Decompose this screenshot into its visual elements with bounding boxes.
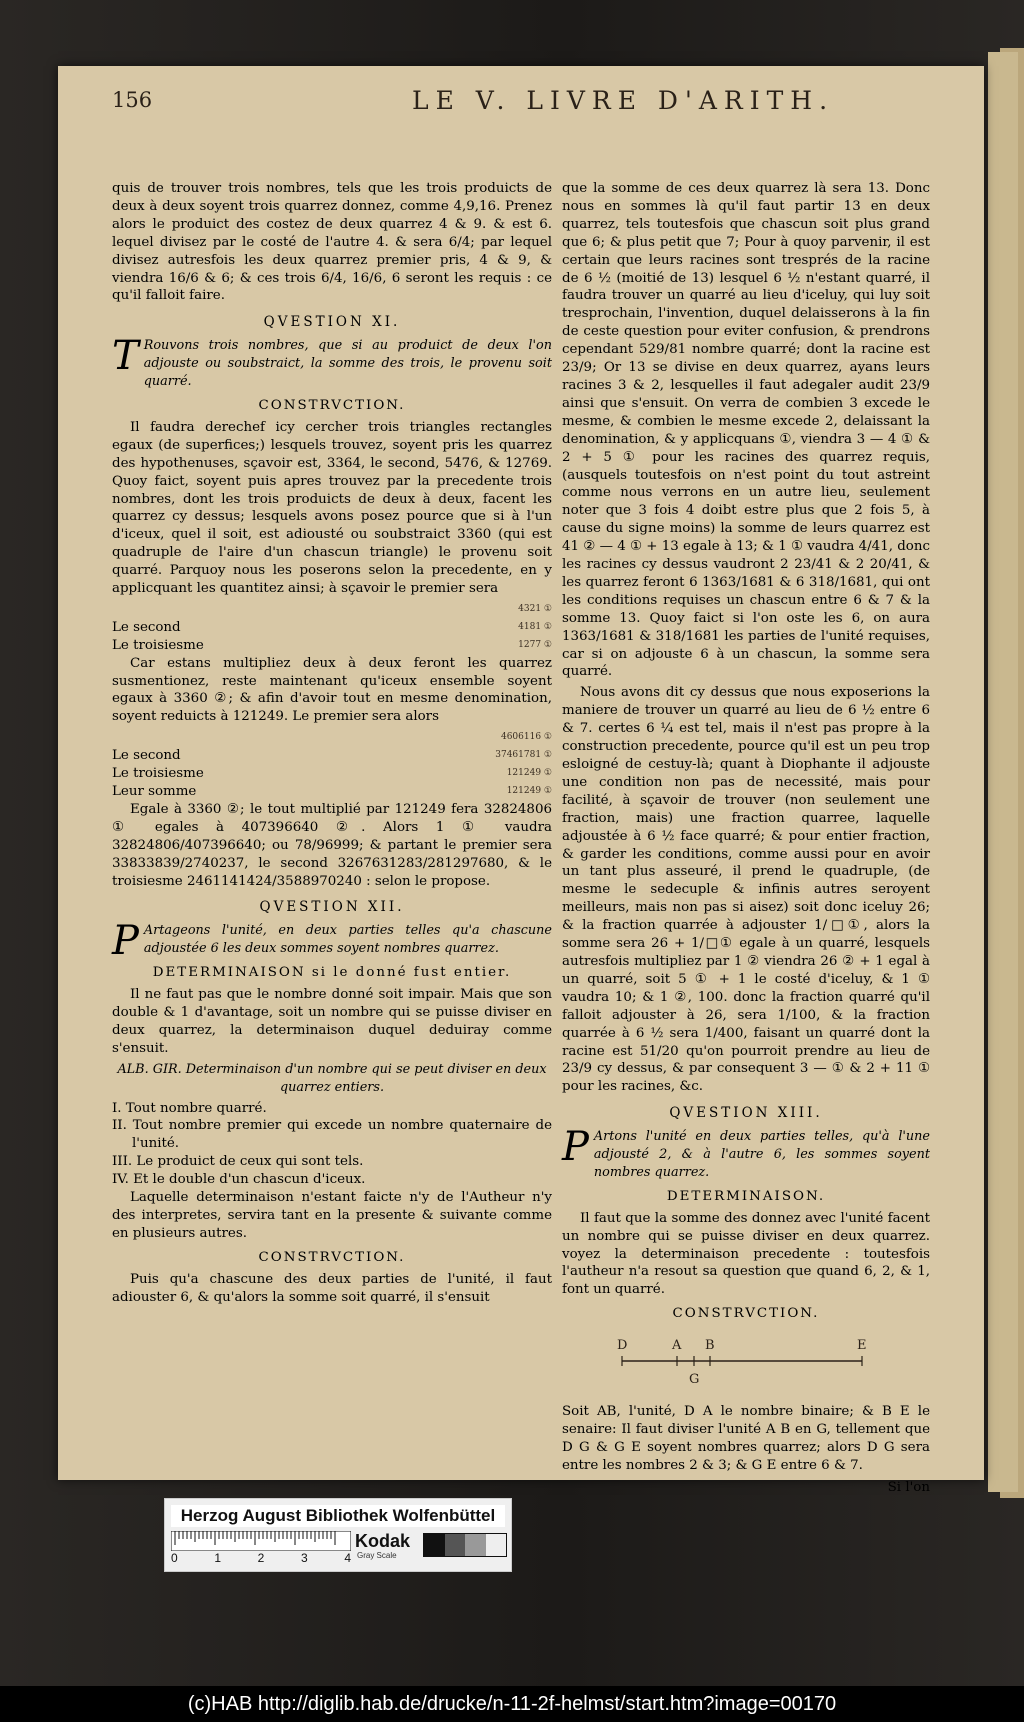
list-item: IV. Et le double d'un chascun d'iceux.	[112, 1172, 366, 1188]
paragraph: Il faut que la somme des donnez avec l'unité facent un nombre qui se puisse diviser en deux quarrez. voyez la determinaison precedente : toutesfois l'autheur n'a resout sa question que quand 6, 2, & 1, font un quarré.	[562, 1210, 930, 1298]
scale-number: 1	[214, 1551, 222, 1565]
list-row	[112, 747, 552, 765]
list-row	[112, 729, 552, 747]
paragraph: Puis qu'a chascune des deux parties de l'unité, il faut adiouster 6, & qu'alors la somme soit quarré, il s'ensuit	[112, 1271, 552, 1305]
list-label: Le second	[112, 619, 181, 635]
list-value: 121249 ①	[506, 786, 552, 796]
gray-patch	[424, 1534, 445, 1556]
numbered-list	[112, 1100, 552, 1190]
alb-gir-note: ALB. GIR. Determinaison d'un nombre qui se peut diviser en deux quarrez entiers.	[117, 1061, 547, 1095]
question-11-body: Rouvons trois nombres, que si au produict de deux l'on adjouste ou soubstraict, la somme des trois, le provenu soit quarré.	[143, 338, 552, 390]
kodak-logo: Kodak	[355, 1531, 411, 1551]
construction-title: CONSTRVCTION.	[258, 1249, 406, 1265]
list-value: 37461781 ①	[495, 750, 552, 761]
page-number: 156	[112, 88, 153, 112]
running-title: LE V. LIVRE D'ARITH.	[412, 86, 835, 115]
intro-text: quis de trouver trois nombres, tels que les trois produicts de deux à deux soyent trois quarrez donnez, comme 4,9,16. Prenez alors le produict des costez de deux quarrez 4 & 9. & est 6. lequel divisez par le costé de l'autre 4. & sera 6/4; par lequel divisez autresfois les deux quarrez premier pris, 4 & 9, & viendra 16/6 & 6; & ces trois 6/4, 16/6, 6 seront les requis : ce qu'il falloit faire.	[112, 181, 552, 304]
list-item: I. Tout nombre quarré.	[112, 1100, 267, 1116]
list-value: 4181 ①	[518, 621, 552, 632]
list-value: 4606116 ①	[500, 732, 552, 743]
list-label: Le second	[112, 748, 181, 764]
paragraph: Soit AB, l'unité, D A le nombre binaire; & B E le senaire: Il faut diviser l'unité A B en G, tellement que D G & G E soyent nombres quarrez; alors D G sera entre les nombres 2 & 3; & G E entre 6 & 7.	[562, 1404, 930, 1473]
drop-cap: P	[562, 1124, 589, 1171]
construction-title: CONSTRVCTION.	[672, 1306, 820, 1322]
right-column	[562, 180, 930, 1497]
color-calibration-strip	[164, 1498, 512, 1572]
gray-patch	[465, 1534, 486, 1556]
list-row	[112, 637, 552, 655]
list-row	[112, 619, 552, 637]
paragraph: que la somme de ces deux quarrez là sera 13. Donc nous en sommes là qu'il faut partir 13 en deux quarrez, tels toutesfois que chascun soit plus grand que 6; & plus petit que 7; Pour à quoy parvenir, il est certain que leurs racines sont tresprés de la racine de 6 ½ (moitié de 13) lesquel 6 ½ n'estant quarré, il faudra trouver un quarré au lieu d'iceluy, qui luy soit tresprochain, l'invention, duquel delaisserons à la fin de ceste question pour eviter confusion, & prendrons cependant 529/81 nombre quarré; dont la racine est 23/9; Or 13 se divise en deux quarrez, ayans leurs racines 3 & 2, lesquelles il faut adegaler audit 23/9 ainsi que s'ensuit. On verra de combien 3 excede le mesme, & combien le mesme excede 2, delaissant la denomination, & y applicquans ①, viendra 3 — 4 ① & 2 + 5 ① pour les racines des quarrez requis, (ausquels toutesfois on n'est point du tout astreint comme nous verrons en un autre lieu, seulement noter que 3 fois 4 doibt estre plus que 2 fois 5, à cause du signe moins) la somme de leurs quarrez est 41 ② — 4 ① + 13 egale à 13; & 1 ① vaudra 4/41, donc les racines cy dessus vaudront 2 23/41 & 2 20/41, & les quarrez feront 6 1363/1681 & 6 318/1681, qui ont les conditions requises un chascun entre 6 & 7 & la somme 13. Quoy faict si l'on oste les 6, on aura 1363/1681 & 318/1681 les parties de l'unité requises, car si on adjouste 6 à un chascun, la somme sera quarré.	[562, 181, 930, 680]
construction-text: Il faudra derechef icy cercher trois triangles rectangles egaux (de superfices;) lesquels trouvez, soyent pris les quarrez des hypothenuses, sçavoir est, 3364, le second, 5476, & 12769. Quoy faict, soyent puis apres trouvez par la precedente trois nombres, dont les trois produicts de deux à deux, facent les quarrez cy dessus; lesquels avons posez pource que si à l'un d'iceux, quel il soit, est adiousté ou soubstraict 3360 (qui est quadruple de l'aire d'un chascun triangle) le provenu soit quarré. Parquoy nous les poserons selon la precedente, en y applicquant les quantitez ainsi; à sçavoir le premier sera	[112, 419, 552, 597]
determinaison-title: DETERMINAISON si le donné fust entier.	[152, 965, 512, 981]
copyright-bar: (c)HAB http://diglib.hab.de/drucke/n-11-2f-helmst/start.htm?image=00170	[0, 1686, 1024, 1722]
paragraph: Il ne faut pas que le nombre donné soit impair. Mais que son double & 1 d'avantage, soit un nombre qui se puisse diviser en deux quarrez, la determinaison duquel deduiray comme s'ensuit.	[112, 987, 552, 1056]
running-header	[112, 86, 932, 126]
ruler	[171, 1531, 351, 1551]
list-row	[112, 765, 552, 783]
question-11-text	[112, 333, 552, 391]
list-label: Le troisiesme	[112, 637, 204, 653]
gray-patch	[486, 1534, 507, 1556]
question-12-text	[112, 918, 552, 965]
scale-numbers	[171, 1551, 351, 1565]
paragraph: Nous avons dit cy dessus que nous exposerions la maniere de trouver un quarré au lieu de 6 ½ entre 6 & 7. certes 6 ¼ est tel, mais il n'est pas propre à la construction precedente, pource qu'il est un peu trop esloigné de cestuy-là; quant à Diophante il adjouste une condition non pas de necessité, mais pour facilité, à sçavoir de trouver (non seulement une fraction, mais) une fraction quarree, laquelle adjoustée à 6 ½ face quarré; & pour entier fraction, & garder les conditions, comme aussi pour en avoir un tant plus asseuré, il prend le quadruple, (de mesme le sedecuple & infinis autres seroyent meilleurs, mais non pas si aisez) soit donc iceluy 26; & la fraction quarrée à adjouster 1/□①, alors la somme sera 26 + 1/□① egale à un quarré, lesquels autresfois multipliez par 1 ② viendra 26 ② + 1 egal à un quarré, soit 5 ① + 1 le costé d'iceluy, & 1 ① vaudra 10; & 1 ②, 100. donc la fraction quarré qu'il falloit adjouster à 26, sera 1/100, & la fraction quarrée à 6 ½ sera 1/400, faisant un quarré dont la racine est 51/20 qu'on pourroit prendre au lieu de 23/9 cy dessus, & par consequent 3 — ① & 2 + 11 ① pour les racines, &c.	[562, 685, 930, 1095]
list-item: III. Le produict de ceux qui sont tels.	[112, 1154, 364, 1170]
list-row	[112, 601, 552, 619]
question-13-text	[562, 1124, 930, 1182]
label-b: B	[705, 1338, 715, 1354]
label-g: G	[689, 1372, 700, 1388]
paragraph: Laquelle determinaison n'estant faicte n'y de l'Autheur n'y des interpretes, servira tant en la presente & suivante comme en plusieurs autres.	[112, 1190, 552, 1241]
list-value: 121249 ①	[506, 768, 552, 779]
list-value: 1277 ①	[518, 639, 552, 650]
list-value: 4321 ①	[518, 603, 552, 614]
question-12-title: QVESTION XII.	[259, 899, 405, 916]
paragraph: Car estans multipliez deux à deux feront les quarrez susmentionez, reste maintenant qu'iceux ensemble soyent egaux à 3360 ②; & afin d'avoir tout en mesme denomination, soyent reduicts à 121249. Le premier sera alors	[112, 655, 552, 725]
library-name: Herzog August Bibliothek Wolfenbüttel	[171, 1505, 505, 1527]
label-d: D	[617, 1338, 628, 1354]
label-a: A	[672, 1338, 682, 1354]
scale-number: 2	[257, 1551, 265, 1565]
question-13-body: Artons l'unité en deux parties telles, qu'à l'une adjousté 2, & à l'autre 6, les sommes soyent nombres quarrez.	[593, 1129, 930, 1180]
drop-cap: P	[112, 918, 139, 965]
catchword: Si l'on	[887, 1479, 930, 1495]
list-row	[112, 783, 552, 801]
paragraph: Egale à 3360 ②; le tout multiplié par 121249 fera 32824806 ① egales à 407396640 ②. Alors 1 ① vaudra 32824806/407396640; ou 78/96999; & partant le premier sera 33833839/2740237, le second 3267631283/281297680, & le troisiesme 2461141424/3588970240 : selon le propose.	[112, 801, 552, 889]
question-11-title: QVESTION XI.	[263, 314, 401, 331]
list-label: Leur somme	[112, 784, 197, 799]
list-label: Le troisiesme	[112, 766, 204, 782]
scale-number: 3	[300, 1551, 308, 1565]
line-diagram	[562, 1333, 930, 1389]
gray-patch	[445, 1534, 466, 1556]
label-e: E	[857, 1338, 867, 1354]
drop-cap: T	[112, 333, 139, 380]
question-12-body: Artageons l'unité, en deux parties telles qu'a chascune adjoustée 6 les deux sommes soyent nombres quarrez.	[143, 923, 552, 957]
left-column	[112, 180, 552, 1309]
scale-number: 0	[171, 1551, 178, 1565]
construction-title: CONSTRVCTION.	[258, 397, 406, 413]
gray-scale-patches	[423, 1533, 507, 1557]
determinaison-title: DETERMINAISON.	[666, 1188, 826, 1204]
question-13-title: QVESTION XIII.	[669, 1105, 823, 1122]
list-item: II. Tout nombre premier qui excede un nombre quaternaire de l'unité.	[112, 1118, 552, 1152]
page-edge	[988, 52, 1018, 1492]
scale-number: 4	[344, 1551, 351, 1565]
gray-scale-label: Gray Scale	[357, 1551, 397, 1560]
